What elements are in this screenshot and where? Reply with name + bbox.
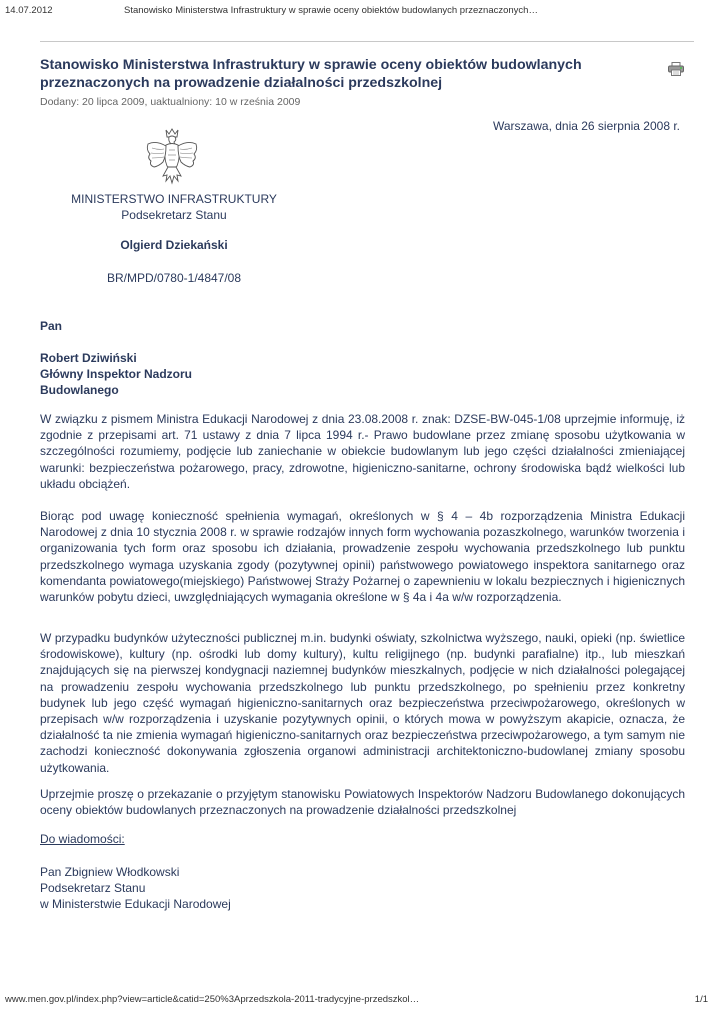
cc-position: Podsekretarz Stanu xyxy=(40,881,146,895)
letter-paragraph: Biorąc pod uwagę konieczność spełnienia wymagań, określonych w § 4 – 4b rozporządzenia Ministra Edukacji Narodowej z dnia 10 stycznia 2008 r. w sprawie rodzajów innych form wychowania pozaszkolnego, warunków tworzenia i organizowania tych form oraz sposobu ich działania, prowadzenie zespołu wychowania przedszkolnego lub punktu przedszkolnego wymaga uzyskania zgody (pozytywnej opinii) państwowego powiatowego inspektora sanitarnego oraz komendanta powiatowego(miejskiego) Państwowej Straży Pożarnej o zapewnieniu w lokalu bezpiecznych i higienicznych warunków pobytu dzieci, uwzględniających wymagania określone w § 4a i 4a w/w rozporządzenia. xyxy=(40,509,685,605)
print-page-title: Stanowisko Ministerstwa Infrastruktury w sprawie oceny obiektów budowlanych przeznaczonych… xyxy=(124,5,538,16)
print-header xyxy=(0,5,724,19)
printer-icon[interactable] xyxy=(668,62,684,76)
ministry-position: Podsekretarz Stanu xyxy=(121,208,227,222)
recipient-title-line-2: Budowlanego xyxy=(40,383,119,397)
header-divider xyxy=(40,41,694,42)
cc-name: Pan Zbigniew Włodkowski xyxy=(40,865,180,879)
letter-paragraph: Uprzejmie proszę o przekazanie o przyjętym stanowisku Powiatowych Inspektorów Nadzoru Budowlanego dokonujących oceny obiektów budowlanych przeznaczonych na prowadzenie działalności przedszkolnej xyxy=(40,787,685,818)
cc-ministry: w Ministerstwie Edukacji Narodowej xyxy=(40,897,231,911)
reference-number: BR/MPD/0780-1/4847/08 xyxy=(106,271,242,285)
print-url: www.men.gov.pl/index.php?view=article&catid=250%3Aprzedszkola-2011-tradycyjne-przedszkol… xyxy=(5,994,420,1005)
ministry-name: MINISTERSTWO INFRASTRUKTURY xyxy=(71,192,277,206)
recipient-name: Robert Dziwiński xyxy=(40,351,137,365)
cc-label: Do wiadomości: xyxy=(40,832,125,846)
letter-paragraph: W przypadku budynków użyteczności publicznej m.in. budynki oświaty, szkolnictwa wyższego, nauki, opieki (np. świetlice środowiskowe), kultury (np. ośrodki lub domy kultury), kultu religijnego (np. budynki parafialne) itp., lub mieszkań znajdujących się na pierwszej kondygnacji naziemnej budynków mieszkalnych, podjęcie w nich działalności polegającej na prowadzeniu zespołu wychowania przedszkolnego lub punktu przedszkolnego, po spełnieniu przez konkretny budynek lub jego część wymagań higieniczno-sanitarnych oraz bezpieczeństwa przeciwpożarowego, określonych w przepisach w/w rozporządzenia i uzyskanie pozytywnych opinii, o których mowa w powyższym akapicie, oznacza, że działalność ta nie zmienia wymagań higieniczno-sanitarnych oraz bezpieczeństwa przeciwpożarowego, a tym samym nie zachodzi konieczność dokonywania zgłoszenia organowi administracji architektoniczno-budowlanej zmiany sposobu użytkowania. xyxy=(40,631,685,775)
print-date: 14.07.2012 xyxy=(5,5,53,16)
article-dates: Dodany: 20 lipca 2009, uaktualniony: 10 w rześnia 2009 xyxy=(40,96,301,108)
salutation: Pan xyxy=(40,319,63,333)
article-title: Stanowisko Ministerstwa Infrastruktury w sprawie oceny obiektów budowlanych przeznaczonych na prowadzenie działalności przedszkolnej xyxy=(40,57,582,91)
place-date: Warszawa, dnia 26 sierpnia 2008 r. xyxy=(493,119,680,133)
polish-eagle-emblem-icon xyxy=(142,126,202,188)
recipient-title-line-1: Główny Inspektor Nadzoru xyxy=(40,367,193,381)
signatory-name: Olgierd Dziekański xyxy=(120,238,228,252)
page-number: 1/1 xyxy=(694,994,708,1005)
letter-paragraph: W związku z pismem Ministra Edukacji Narodowej z dnia 23.08.2008 r. znak: DZSE-BW-045-1/08 uprzejmie informuję, iż zgodnie z przepisami art. 71 ustawy z dnia 7 lipca 1994 r.- Prawo budowlane przez zmianę sposobu użytkowania w szczególności rozumiemy, podjęcie lub zaniechanie w obiekcie budowlanym lub jego części działalności zmieniającej warunki: bezpieczeństwa pożarowego, pracy, zdrowotne, higieniczno-sanitarne, ochrony środowiska bądź wielkości lub układu obciążeń. xyxy=(40,412,685,491)
